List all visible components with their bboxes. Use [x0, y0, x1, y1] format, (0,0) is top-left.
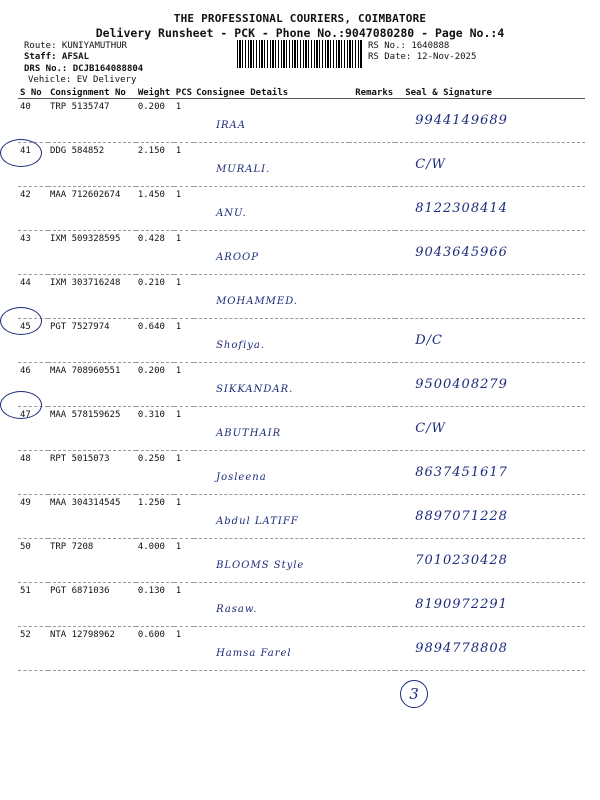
- cell-weight: 0.250: [136, 451, 174, 495]
- cell-weight: 0.310: [136, 407, 174, 451]
- cell-sno: 43: [18, 231, 48, 275]
- cell-pcs: 1: [174, 627, 194, 671]
- cell-pcs: 1: [174, 407, 194, 451]
- cell-remarks: [349, 495, 395, 539]
- table-row: [18, 451, 585, 495]
- circle-mark-47: [0, 391, 42, 419]
- vehicle: Vehicle: EV Delivery: [28, 75, 137, 85]
- cell-sno: 40: [18, 99, 48, 143]
- table-row: [18, 363, 585, 407]
- cell-consignment: RPT 5015073: [48, 451, 136, 495]
- cell-sno: 49: [18, 495, 48, 539]
- col-header-weight: Weight: [136, 87, 174, 99]
- handwritten-consignee: Rasaw.: [216, 604, 258, 615]
- cell-pcs: 1: [174, 319, 194, 363]
- cell-consignment: PGT 6871036: [48, 583, 136, 627]
- cell-remarks: [349, 99, 395, 143]
- cell-pcs: 1: [174, 143, 194, 187]
- cell-consignment: IXM 303716248: [48, 275, 136, 319]
- cell-sno: 51: [18, 583, 48, 627]
- cell-remarks: [349, 143, 395, 187]
- route: Route: KUNIYAMUTHUR: [24, 41, 127, 51]
- table-row: [18, 539, 585, 583]
- cell-consignee: [194, 231, 349, 275]
- cell-remarks: [349, 583, 395, 627]
- cell-consignee: [194, 319, 349, 363]
- cell-signature: [395, 319, 585, 363]
- handwritten-signature: 7010230428: [415, 553, 508, 568]
- circle-mark-41: [0, 139, 42, 167]
- cell-consignment: TRP 7208: [48, 539, 136, 583]
- cell-signature: [395, 143, 585, 187]
- runsheet-table: [18, 87, 585, 671]
- cell-pcs: 1: [174, 275, 194, 319]
- cell-signature: [395, 363, 585, 407]
- table-row: [18, 99, 585, 143]
- handwritten-consignee: Josleena: [216, 472, 267, 483]
- cell-consignment: DDG 584852: [48, 143, 136, 187]
- table-header-row: [18, 87, 585, 99]
- handwritten-signature: C/W: [415, 421, 446, 436]
- cell-consignee: [194, 99, 349, 143]
- cell-weight: 1.450: [136, 187, 174, 231]
- cell-signature: [395, 99, 585, 143]
- cell-sno: 47: [18, 407, 48, 451]
- cell-pcs: 1: [174, 363, 194, 407]
- cell-pcs: 1: [174, 187, 194, 231]
- cell-signature: [395, 495, 585, 539]
- cell-signature: [395, 539, 585, 583]
- table-row: [18, 495, 585, 539]
- cell-sno: 44: [18, 275, 48, 319]
- cell-remarks: [349, 363, 395, 407]
- runsheet-subtitle: Delivery Runsheet - PCK - Phone No.:9047080280 - Page No.:4: [95, 26, 505, 40]
- handwritten-signature: D/C: [415, 333, 443, 348]
- cell-remarks: [349, 627, 395, 671]
- handwritten-signature: 8190972291: [415, 597, 508, 612]
- handwritten-consignee: Abdul LATIFF: [216, 516, 299, 527]
- cell-weight: 4.000: [136, 539, 174, 583]
- table-row: [18, 407, 585, 451]
- cell-weight: 0.428: [136, 231, 174, 275]
- handwritten-consignee: ABUTHAIR: [216, 428, 282, 439]
- drs-number: DRS No.: DCJB164088804: [24, 64, 144, 74]
- rs-number: RS No.: 1640888: [368, 41, 450, 51]
- handwritten-signature: 9043645966: [415, 245, 508, 260]
- handwritten-consignee: SIKKANDAR.: [216, 384, 294, 395]
- handwritten-signature: 9894778808: [415, 641, 508, 656]
- cell-sno: 46: [18, 363, 48, 407]
- handwritten-signature: 8122308414: [415, 201, 508, 216]
- cell-signature: [395, 583, 585, 627]
- handwritten-consignee: ANU.: [216, 208, 247, 219]
- cell-weight: 0.210: [136, 275, 174, 319]
- cell-sno: 42: [18, 187, 48, 231]
- handwritten-signature: 9500408279: [415, 377, 508, 392]
- table-row: [18, 187, 585, 231]
- handwritten-consignee: AROOP: [216, 252, 259, 263]
- cell-weight: 0.200: [136, 363, 174, 407]
- cell-consignee: [194, 143, 349, 187]
- cell-remarks: [349, 187, 395, 231]
- cell-signature: [395, 451, 585, 495]
- cell-signature: [395, 407, 585, 451]
- cell-signature: [395, 275, 585, 319]
- cell-consignment: NTA 12798962: [48, 627, 136, 671]
- cell-pcs: 1: [174, 583, 194, 627]
- col-header-pcs: PCS: [175, 87, 193, 98]
- cell-remarks: [349, 407, 395, 451]
- cell-consignment: MAA 304314545: [48, 495, 136, 539]
- cell-remarks: [349, 451, 395, 495]
- col-header-remarks: Remarks: [349, 87, 395, 99]
- cell-signature: [395, 231, 585, 275]
- handwritten-signature: 9944149689: [415, 113, 508, 128]
- cell-consignee: [194, 451, 349, 495]
- cell-pcs: 1: [174, 495, 194, 539]
- handwritten-consignee: MURALI.: [216, 164, 271, 175]
- cell-signature: [395, 627, 585, 671]
- barcode: [237, 40, 363, 68]
- handwritten-consignee: MOHAMMED.: [216, 296, 299, 307]
- circle-mark-45: [0, 307, 42, 335]
- cell-consignee: [194, 363, 349, 407]
- cell-signature: [395, 187, 585, 231]
- cell-consignee: [194, 627, 349, 671]
- cell-pcs: 1: [174, 231, 194, 275]
- handwritten-consignee: BLOOMS Style: [216, 560, 305, 571]
- col-header-signature: Seal & Signature: [395, 87, 585, 99]
- cell-sno: 48: [18, 451, 48, 495]
- cell-sno: 52: [18, 627, 48, 671]
- company-title: THE PROFESSIONAL COURIERS, COIMBATORE: [173, 12, 427, 25]
- cell-consignment: TRP 5135747: [48, 99, 136, 143]
- handwritten-consignee: IRAA: [216, 120, 246, 131]
- cell-remarks: [349, 231, 395, 275]
- cell-consignee: [194, 187, 349, 231]
- table-row: [18, 231, 585, 275]
- rs-date: RS Date: 12-Nov-2025: [368, 52, 477, 62]
- handwritten-consignee: Hamsa Farel: [216, 648, 292, 659]
- cell-weight: 0.600: [136, 627, 174, 671]
- cell-weight: 0.130: [136, 583, 174, 627]
- handwritten-signature: 8897071228: [415, 509, 508, 524]
- table-row: [18, 143, 585, 187]
- cell-remarks: [349, 275, 395, 319]
- cell-consignment: IXM 509328595: [48, 231, 136, 275]
- cell-consignee: [194, 583, 349, 627]
- cell-pcs: 1: [174, 539, 194, 583]
- staff: Staff: AFSAL: [24, 52, 90, 62]
- handwritten-signature: 8637451617: [415, 465, 508, 480]
- cell-consignment: MAA 712602674: [48, 187, 136, 231]
- cell-weight: 1.250: [136, 495, 174, 539]
- cell-sno: 41: [18, 143, 48, 187]
- cell-sno: 45: [18, 319, 48, 363]
- cell-remarks: [349, 319, 395, 363]
- col-header-sno: S No: [18, 87, 48, 99]
- table-row: [18, 319, 585, 363]
- col-header-consignment: Consignment No: [48, 87, 136, 99]
- cell-consignment: MAA 708960551: [48, 363, 136, 407]
- handwritten-signature: C/W: [415, 157, 446, 172]
- cell-pcs: 1: [174, 99, 194, 143]
- cell-sno: 50: [18, 539, 48, 583]
- cell-consignee: [194, 539, 349, 583]
- cell-remarks: [349, 539, 395, 583]
- cell-consignee: [194, 495, 349, 539]
- table-row: [18, 275, 585, 319]
- cell-consignee: [194, 275, 349, 319]
- cell-consignment: MAA 578159625: [48, 407, 136, 451]
- cell-consignment: PGT 7527974: [48, 319, 136, 363]
- cell-pcs: 1: [174, 451, 194, 495]
- handwritten-consignee: Shofiya.: [216, 340, 266, 351]
- cell-weight: 2.150: [136, 143, 174, 187]
- table-row: [18, 583, 585, 627]
- cell-weight: 0.640: [136, 319, 174, 363]
- page-mark: 3: [400, 680, 428, 708]
- col-header-consignee: Consignee Details: [194, 87, 349, 99]
- cell-weight: 0.200: [136, 99, 174, 143]
- cell-consignee: [194, 407, 349, 451]
- table-row: [18, 627, 585, 671]
